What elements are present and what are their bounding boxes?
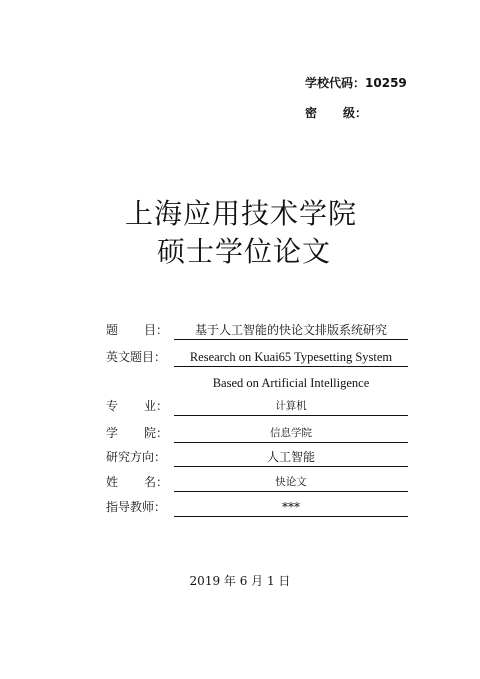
field-label-advisor: 指导教师：	[106, 500, 167, 514]
field-label-name	[106, 473, 168, 491]
field-advisor	[106, 498, 408, 518]
field-major	[106, 397, 408, 417]
field-underline-english-title	[174, 348, 408, 367]
advisor-value: ***	[282, 500, 300, 514]
field-underline-name	[174, 473, 408, 492]
field-underline-major	[174, 397, 408, 416]
label-char-1: 姓	[106, 475, 119, 489]
label-char-1: 学	[106, 426, 119, 440]
field-underline-thesis-title	[174, 321, 408, 340]
school-code-value: 10259	[365, 76, 407, 90]
thesis-title-value: 基于人工智能的快论文排版系统研究	[194, 323, 387, 337]
field-underline-school	[174, 424, 408, 443]
label-char-2: 目：	[144, 323, 169, 337]
school-meta-block	[305, 68, 407, 128]
university-name: 上海应用技术学院	[125, 197, 358, 230]
field-label-thesis-title	[106, 321, 168, 339]
major-value: 计算机	[275, 400, 307, 412]
field-label-school	[106, 424, 168, 442]
name-value: 快论文	[275, 476, 307, 488]
field-english-title-line2-wrap	[174, 374, 408, 392]
field-underline-research-direction	[174, 448, 408, 467]
school-code-label: 学校代码：	[305, 76, 366, 90]
field-school	[106, 424, 408, 444]
field-label-research-direction: 研究方向：	[106, 450, 167, 464]
english-title-value-line2: Based on Artificial Intelligence	[212, 376, 370, 390]
school-value: 信息学院	[270, 427, 312, 439]
secret-level-row	[305, 98, 407, 128]
field-english-title	[106, 348, 408, 368]
secret-level-label-2: 级：	[343, 106, 368, 120]
label-char-2: 院：	[144, 426, 169, 440]
field-research-direction	[106, 448, 408, 468]
secret-level-label-1: 密	[305, 106, 318, 120]
field-thesis-title	[106, 321, 408, 341]
label-char-1: 专	[106, 399, 119, 413]
english-title-value-line1: Research on Kuai65 Typesetting System	[189, 350, 393, 364]
research-direction-value: 人工智能	[266, 450, 315, 464]
label-char-1: 题	[106, 323, 119, 337]
label-char-2: 名：	[144, 475, 169, 489]
field-label-english-title: 英文题目：	[106, 350, 167, 364]
field-underline-advisor	[174, 498, 408, 517]
submission-date: 2019 年 6 月 1 日	[189, 574, 291, 588]
label-char-2: 业：	[144, 399, 169, 413]
field-english-title-line2	[106, 374, 408, 394]
school-code-row	[305, 68, 407, 98]
field-name	[106, 473, 408, 493]
field-label-major	[106, 397, 168, 415]
degree-thesis-title: 硕士学位论文	[157, 235, 332, 268]
